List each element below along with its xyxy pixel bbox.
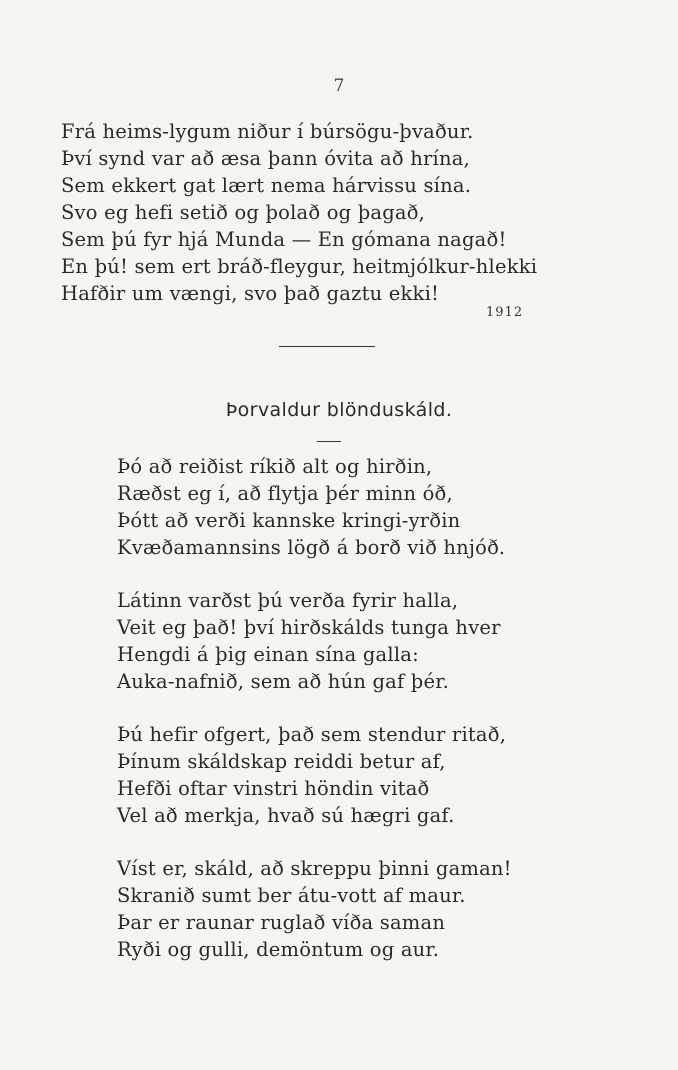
poem-line: Víst er, skáld, að skreppu þinni gaman! xyxy=(117,857,512,880)
poem-title: Þorvaldur blönduskáld. xyxy=(225,399,453,421)
poem-line: Ræðst eg í, að flytja þér minn óð, xyxy=(117,482,453,505)
poem-line: Því synd var að æsa þann óvita að hrína, xyxy=(61,147,470,170)
page-number: 7 xyxy=(333,76,345,96)
poem-line: Skranið sumt ber átu-vott af maur. xyxy=(117,884,466,907)
stanza-4 xyxy=(117,855,512,963)
previous-poem-ending xyxy=(61,118,537,307)
poem-line: Kvæðamannsins lögð á borð við hnjóð. xyxy=(117,536,506,559)
poem-line: Þú hefir ofgert, það sem stendur ritað, xyxy=(117,723,507,746)
poem-line: Þótt að verði kannske kringi-yrðin xyxy=(117,509,461,532)
poem-line: Hefði oftar vinstri höndin vitað xyxy=(117,777,430,800)
poem-body xyxy=(117,453,512,989)
poem-line: Sem ekkert gat lært nema hárvissu sína. xyxy=(61,174,472,197)
poem-line: Veit eg það! því hirðskálds tunga hver xyxy=(117,616,501,639)
poem-line: Þar er raunar ruglað víða saman xyxy=(117,911,446,934)
poem-line: Hengdi á þig einan sína galla: xyxy=(117,643,419,666)
poem-line: Ryði og gulli, demöntum og aur. xyxy=(117,938,440,961)
title-divider xyxy=(317,441,341,442)
stanza-3 xyxy=(117,721,512,829)
stanza-2 xyxy=(117,587,512,695)
poem-line: Látinn varðst þú verða fyrir halla, xyxy=(117,589,459,612)
poem-line: Hafðir um vængi, svo það gaztu ekki! xyxy=(61,282,440,305)
poem-line: Þínum skáldskap reiddi betur af, xyxy=(117,750,446,773)
poem-line: En þú! sem ert bráð-fleygur, heitmjólkur-hlekki xyxy=(61,255,538,278)
poem-line: Auka-nafnið, sem að hún gaf þér. xyxy=(117,670,450,693)
stanza-1 xyxy=(117,453,512,561)
section-divider xyxy=(279,346,375,347)
poem-year: 1912 xyxy=(486,305,524,320)
poem-line: Þó að reiðist ríkið alt og hirðin, xyxy=(117,455,433,478)
poem-line: Vel að merkja, hvað sú hægri gaf. xyxy=(117,804,455,827)
poem-line: Svo eg hefi setið og þolað og þagað, xyxy=(61,201,426,224)
poem-line: Sem þú fyr hjá Munda — En gómana nagað! xyxy=(61,228,507,251)
poem-line: Frá heims-lygum niður í búrsögu-þvaður. xyxy=(61,120,474,143)
